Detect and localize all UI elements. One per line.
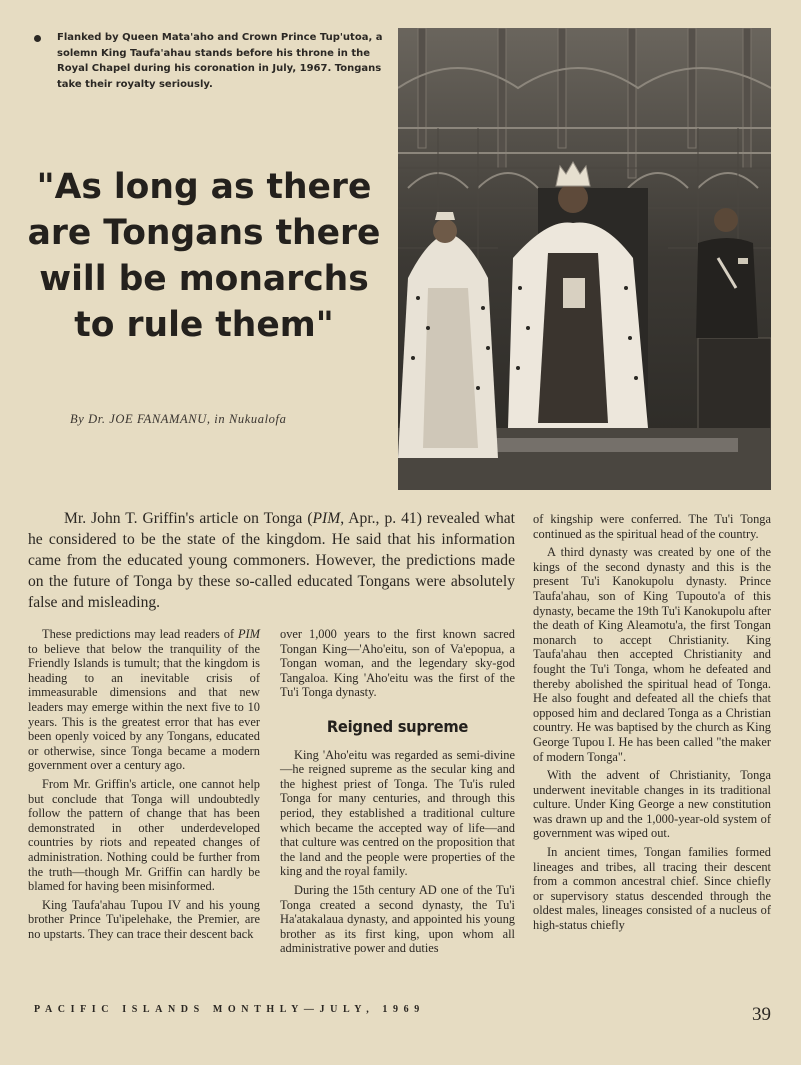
lead-paragraph: [28, 508, 515, 613]
headline-line-3: will be monarchs: [39, 259, 369, 299]
col3-para3: With the advent of Christianity, Tonga underwent inevitable changes in its traditional culture. Under King George a new constitution was drawn up and the 1,000-year-old system of government was wiped out.: [533, 768, 771, 841]
caption-text: Flanked by Queen Mata'aho and Crown Prince Tup'utoa, a solemn King Taufa'ahau stands before his throne in the Royal Chapel during his coronation in July, 1967. Tongans take their royalty seriously.: [57, 32, 383, 90]
col1-para2: From Mr. Griffin's article, one cannot help but conclude that Tonga will undoubtedly follow the pattern of change that has been demonstrated in other underdeveloped countries by riots and repeated changes of administration. Nothing could be further from the truth—though Mr. Griffin can hardly be blamed for having been misinformed.: [28, 776, 260, 894]
headline-line-2: are Tongans there: [27, 213, 381, 253]
col1-para1-italic: PIM: [237, 627, 260, 641]
page-number: 39: [752, 1004, 771, 1025]
subheading: Reigned supreme: [326, 716, 469, 736]
headline-line-4: to rule them": [74, 305, 334, 345]
article-headline: [20, 164, 388, 348]
headline-line-1: "As long as there: [36, 167, 372, 207]
coronation-photo-illustration: [398, 28, 771, 490]
col3-para2: A third dynasty was created by one of the kings of the second dynasty and this is the present Tu'i Kanokupolu dynasty. Prince Taufa'ahau, son of King Tupouto'a of this dynasty, became the 19th Tu'i Kanokupolu after the death of King Aleamotu'a, the first Tongan monarch to accept Christianity. King Taufa'ahau then accepted Christianity and fought the Tu'i Tonga, whom he defeated and thereby abolished the spiritual head of Tonga. He also fought and defeated all the chiefs that opposed him and declared Tonga as a Christian country. He was baptised by the church as King George Tupou I. He has been called "the maker of modern Tonga".: [533, 545, 771, 764]
col1-para1-b: to believe that below the tranquility of the Friendly Islands is tumult; that the kingdom is heading to an inevitable crisis of immeasurable dimensions and that new leaders may emerge within the next five to 10 years. This is the greatest error that has ever been openly voiced by any Tongans, educated or otherwise, since Tonga became a modern government over a century ago.: [28, 641, 260, 773]
lead-text-b: , Apr., p. 41) revealed what he considered to be the state of the kingdom. He said that his information came from the educated young commoners. However, the predictions made on the future of Tonga by these so-called educated Tongans were absolutely false and misleading.: [28, 510, 515, 611]
magazine-footer: PACIFIC ISLANDS MONTHLY—JULY, 1969: [34, 1004, 425, 1015]
col2-para1: over 1,000 years to the first known sacred Tongan King—'Aho'eitu, son of Va'epopua, a Tongan woman, and the legendary sky-god Tangaloa. King 'Aho'eitu was the first of the Tu'i Tonga dynasty.: [280, 627, 515, 700]
byline: By Dr. JOE FANAMANU, in Nukualofa: [70, 412, 287, 426]
col1-para3: King Taufa'ahau Tupou IV and his young brother Prince Tu'ipelehake, the Premier, are no upstarts. They can trace their descent back: [28, 897, 260, 941]
coronation-photo: [398, 28, 771, 490]
photo-caption: [34, 30, 384, 92]
col3-para4: In ancient times, Tongan families formed lineages and tribes, all tracing their descent from a common ancestral chief. Since chiefly or supervisory status descended through the oldest males, lineages consisted of a nucleus of high-status chiefly: [533, 845, 771, 933]
lead-text-italic: PIM: [312, 510, 341, 527]
column-1: [28, 627, 260, 945]
col2-para3: During the 15th century AD one of the Tu'i Tonga created a second dynasty, the Tu'i Ha'atakalaua dynasty, and appointed his young brother as its first king, upon whom all administrative power and duties: [280, 882, 515, 956]
lead-text-a: Mr. John T. Griffin's article on Tonga (: [64, 510, 313, 527]
col1-para1-a: These predictions may lead readers of: [42, 627, 238, 641]
bullet-icon: [34, 35, 41, 42]
column-2: [280, 627, 515, 960]
col2-para2: King 'Aho'eitu was regarded as semi-divine—he reigned supreme as the secular king and the highest priest of Tonga. The Tu'is ruled Tonga for many centuries, and through this period, they established a traditional culture which became the accepted way of life—and that culture was centred on the proposition that the land and the people were properties of the king and the royal family.: [280, 747, 515, 879]
col3-para1: of kingship were conferred. The Tu'i Tonga continued as the spiritual head of the country.: [533, 512, 771, 541]
column-3: [533, 512, 771, 937]
